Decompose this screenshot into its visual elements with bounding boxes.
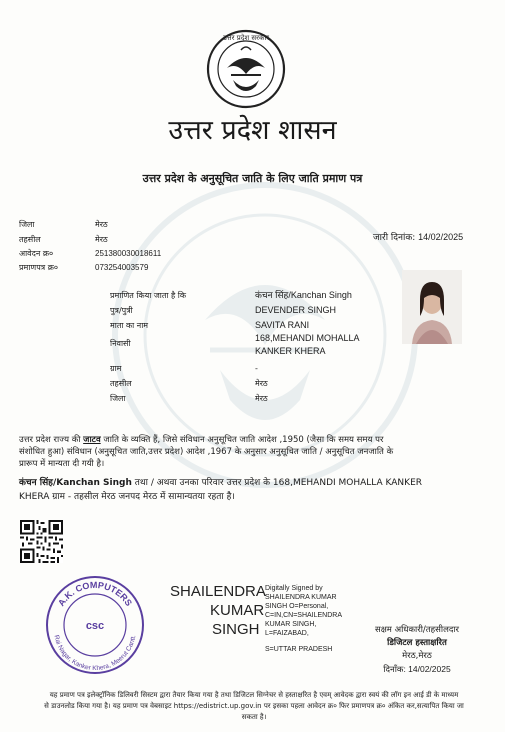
certificate-subtitle: उत्तर प्रदेश के अनुसूचित जाति के लिए जाति प्रमाण पत्र — [142, 172, 363, 185]
issue-date-value: 14/02/2025 — [418, 232, 464, 242]
stamp-top-text: A.K. COMPUTERS — [56, 579, 134, 608]
application-number-label: आवेदन क्र० — [19, 249, 54, 258]
father-label: पुत्र/पुत्री — [110, 306, 133, 315]
page-title: उत्तर प्रदेश शासन — [168, 115, 337, 146]
signer-name-line-1: SHAILENDRA — [170, 583, 266, 600]
caste-text-b: जाति के व्यक्ति हैं, जिसे संविधान अनुसूचित जाति आदेश ,1950 (जैसा कि समय समय पर — [103, 435, 384, 445]
certificate-number-label: प्रमाणपत्र क्र० — [19, 263, 58, 272]
tehsil-label: तहसील — [19, 235, 41, 244]
emblem-text: उत्तर प्रदेश सरकार — [222, 34, 270, 42]
signer-name-line-3: SINGH — [212, 621, 260, 638]
mother-name: SAVITA RANI — [255, 320, 310, 330]
village-value: - — [255, 364, 258, 373]
issue-date-label: जारी दिनांक: — [373, 233, 416, 243]
ds-line-3: SINGH O=Personal, — [265, 603, 329, 610]
authority-location: मेरठ,मेरठ — [402, 651, 432, 661]
mother-label: माता का नाम — [110, 321, 149, 330]
up-government-emblem — [205, 28, 287, 110]
address-line-2: KANKER KHERA — [255, 346, 326, 356]
applicant-photo — [402, 270, 462, 344]
digital-signature-details — [265, 584, 342, 654]
authority-block — [352, 624, 482, 676]
residence-paragraph — [19, 476, 485, 504]
detail-district-value: मेरठ — [255, 394, 268, 403]
ds-line-7: S=UTTAR PRADESH — [265, 646, 333, 653]
residence-text-line-2: KHERA ग्राम - तहसील मेरठ जनपद मेरठ में सामान्यतया रहता है। — [19, 492, 235, 502]
footer-line-1: यह प्रमाण पत्र इलेक्ट्रॉनिक डिलिवरी सिस्टम द्वारा तैयार किया गया है तथा डिजिटल सिग्नेचर से हस्ताक्षरित है एवम् आवेदक द्वारा स्वयं की लॉग इन आई डी के माध्यम — [49, 691, 459, 699]
caste-text-line-3: प्रारूप में मान्यता दी गयी है। — [19, 459, 105, 469]
authority-title: सक्षम अधिकारी/तहसीलदार — [374, 625, 460, 635]
residence-applicant-name: कंचन सिंह/Kanchan Singh — [19, 478, 132, 488]
tehsil-value: मेरठ — [95, 235, 108, 244]
footer-disclaimer — [24, 690, 484, 723]
qr-code — [20, 520, 63, 563]
district-value: मेरठ — [95, 220, 108, 229]
caste-name: जाटव — [83, 435, 101, 445]
ds-line-6: L=FAIZABAD, — [265, 630, 309, 637]
stamp-bottom-text: Rai Nagar, Kanker Khera, Meerut Cantt. — [52, 634, 138, 673]
certify-label: प्रमाणित किया जाता है कि — [110, 291, 187, 300]
ds-line-4: C=IN,CN=SHAILENDRA — [265, 612, 343, 619]
ds-line-2: SHAILENDRA KUMAR — [265, 594, 337, 601]
stamp-center-text: csc — [85, 620, 105, 632]
detail-tehsil-label: तहसील — [110, 379, 132, 388]
certificate-number-value: 073254003579 — [95, 263, 149, 272]
signer-name — [170, 582, 266, 639]
applicant-name: कंचन सिंह/Kanchan Singh — [255, 290, 352, 300]
detail-district-label: जिला — [110, 394, 126, 403]
address-line-1: 168,MEHANDI MOHALLA — [255, 333, 360, 343]
district-label: जिला — [19, 220, 35, 229]
footer-line-3: सकता है। — [241, 713, 267, 721]
signer-name-line-2: KUMAR — [210, 602, 265, 619]
issue-date — [373, 232, 463, 244]
father-name: DEVENDER SINGH — [255, 305, 337, 315]
caste-text-line-2: संशोधित हुआ) संविधान (अनुसूचित जाति,उत्तर प्रदेश) आदेश ,1967 के अनुसार अनुसूचित जाति / अनुसूचित जनजाति के — [19, 447, 394, 457]
address-label: निवासी — [110, 339, 131, 348]
caste-statement-paragraph — [19, 434, 485, 470]
authority-date: दिनाँक: 14/02/2025 — [383, 664, 451, 674]
ds-line-5: KUMAR SINGH, — [265, 621, 317, 628]
caste-text-a: उत्तर प्रदेश राज्य की — [19, 435, 81, 445]
ds-line-1: Digitally Signed by — [265, 585, 323, 592]
csc-stamp — [44, 574, 146, 676]
authority-digitally-signed: डिजिटल हस्ताक्षरित — [387, 638, 447, 648]
detail-tehsil-value: मेरठ — [255, 379, 268, 388]
footer-line-2: से डाउनलोड किया गया है। यह प्रमाण पत्र वेबसाइट https://edistrict.up.gov.in पर इसका पहला आवेदन क्र० फिर प्रमाणपत्र क्र० अंकित कर,सत्यापित किया जा — [44, 702, 464, 710]
village-label: ग्राम — [110, 364, 122, 373]
residence-text-a: तथा / अथवा उनका परिवार उत्तर प्रदेश के 168,MEHANDI MOHALLA KANKER — [134, 478, 423, 488]
application-number-value: 251380030018611 — [95, 249, 162, 258]
